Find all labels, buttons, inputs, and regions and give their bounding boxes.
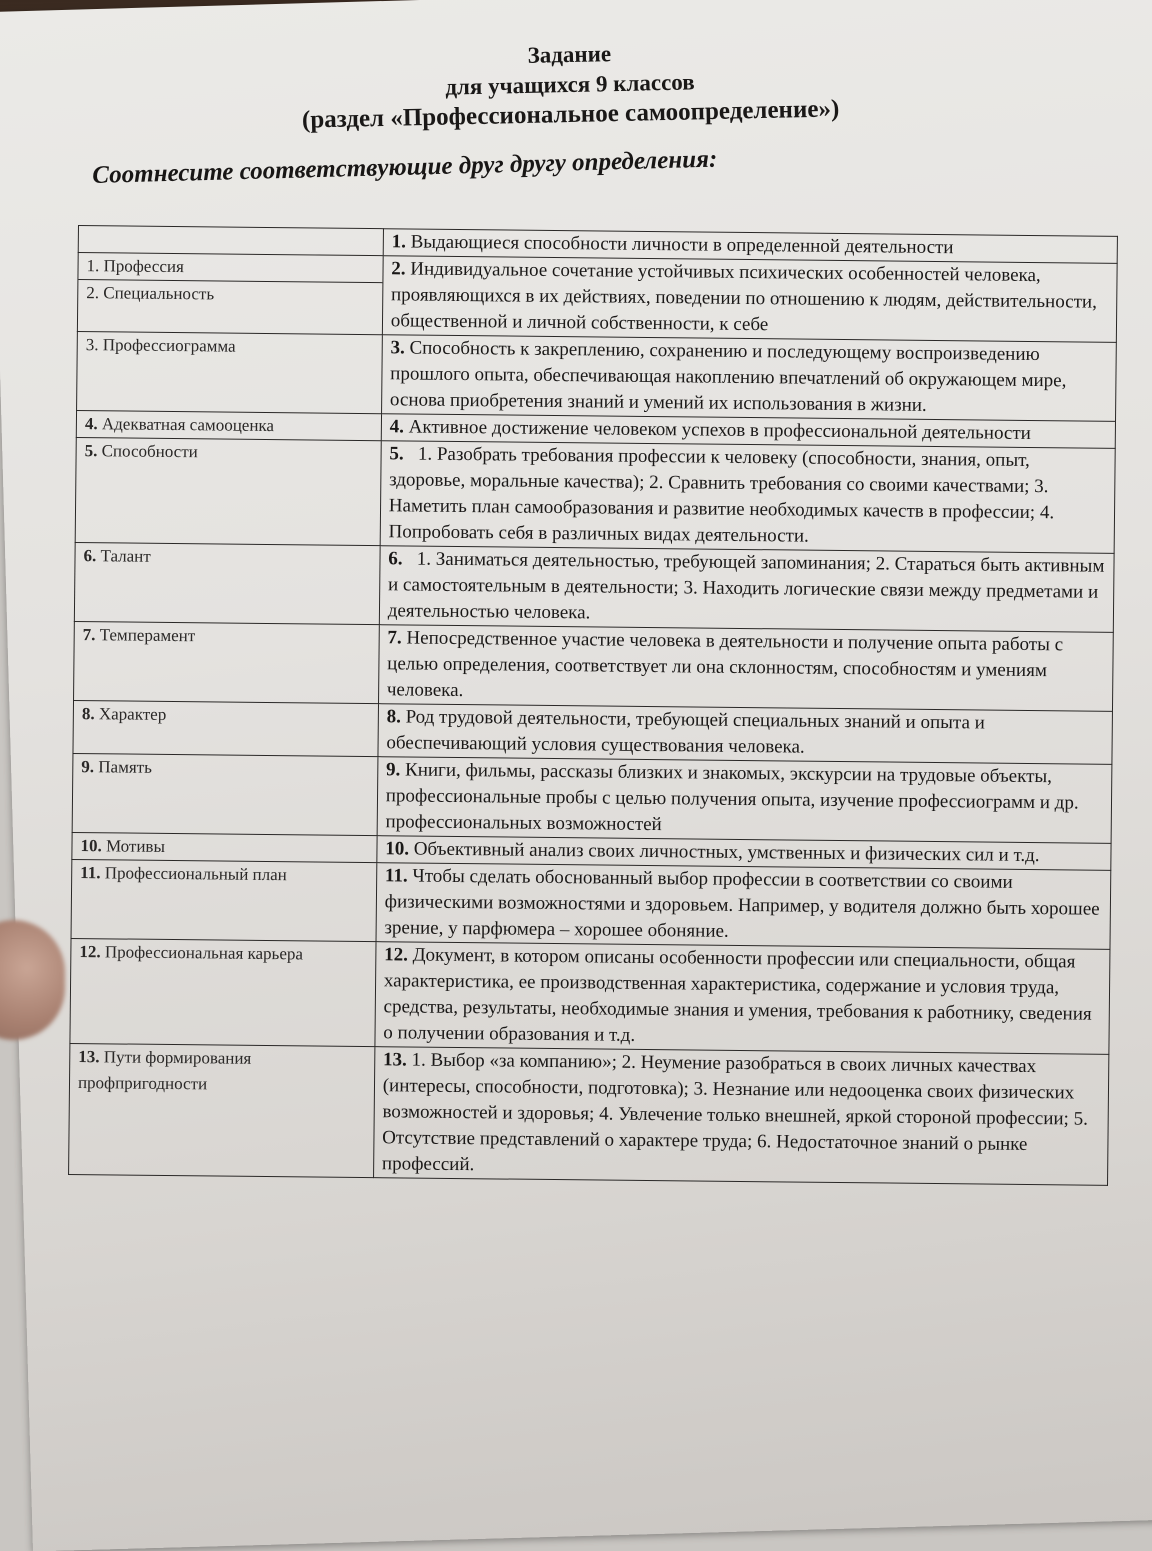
term-text: Талант <box>100 546 151 566</box>
term-number: 7. <box>82 625 96 645</box>
header-subtitle: для учащихся 9 классов <box>445 69 695 100</box>
definition-text: 1. Выбор «за компанию»; 2. Неумение разобраться в своих личных качествах (интересы, способности, подготовка); 3. Незнание или недооценка своих физических возможностей и здоровья; 4. Увлечение только внешней, яркой стороной профессии; 5. Отсутствие представлений о характере труда; 6. Недостаточное знаний о рынке профессий. <box>381 1049 1089 1176</box>
definition-number: 3. <box>390 337 405 359</box>
definition-text: 1. Заниматься деятельностью, требующей запоминания; 2. Стараться быть активным и самостоятельным в деятельности; 3. Находить логические связи между предметами и деятельностью человека. <box>387 548 1105 624</box>
definition-number: 12. <box>384 944 409 966</box>
definition-cell <box>381 335 1116 422</box>
table-row <box>74 542 1114 632</box>
term-text: Характер <box>98 704 167 724</box>
term-cell <box>72 753 378 835</box>
term-cell <box>69 1043 375 1177</box>
term-cell <box>74 542 380 624</box>
definition-cell <box>382 256 1117 343</box>
table-row <box>77 253 1117 343</box>
table-row <box>75 437 1115 553</box>
definition-cell <box>378 704 1113 765</box>
definition-cell <box>375 942 1110 1055</box>
definition-text: Активное достижение человеком успехов в профессиональной деятельности <box>408 416 1031 444</box>
term-number: 12. <box>79 942 101 962</box>
definition-number: 2. <box>391 258 406 280</box>
term-text: Способности <box>101 441 198 462</box>
table-row <box>70 938 1110 1054</box>
definition-cell <box>380 441 1115 554</box>
definition-number: 9. <box>385 759 401 781</box>
definition-text: 1. Разобрать требования профессии к человеку (способности, знания, опыт, здоровье, моральные качества); 2. Сравнить требования со своими качествами; 3. Наметить план самообразования и развитие необходимых качеств в профессии; 4. Попробовать себя в различных видах деятельности. <box>388 443 1055 547</box>
instruction-text: Соотнесите соответствующие друг другу определения: <box>92 145 718 189</box>
header-title: Задание <box>527 41 612 68</box>
term-number: 9. <box>81 757 95 777</box>
term-number: 1. <box>86 256 100 276</box>
term-number: 3. <box>85 335 99 355</box>
term-cell <box>74 621 380 703</box>
term-number: 8. <box>81 704 95 724</box>
table-row <box>71 859 1111 949</box>
term-text: Профессиограмма <box>102 335 236 356</box>
term-text: Профессия <box>103 256 184 277</box>
term-text: Память <box>98 757 153 777</box>
term-text: Профессиональный план <box>104 863 287 885</box>
term-text: Темперамент <box>99 625 196 646</box>
definition-number: 7. <box>387 627 402 649</box>
term-text: Пути формирования профпригодности <box>77 1047 252 1094</box>
definition-cell <box>377 757 1112 844</box>
term-cell <box>75 437 381 545</box>
term-number: 4. <box>84 414 98 434</box>
term-cell <box>71 859 377 941</box>
definition-text: Способность к закреплению, сохранению и последующему воспроизведению прошлого опыта, обеспечивающая накоплению впечатлений об окружающем мире, основа приобретения знаний и умений их использования в жизни. <box>389 337 1067 416</box>
definition-text: Документ, в котором описаны особенности профессии или специальности, общая характеристика, ее производственная характеристика, содержание и условия труда, средства, результаты, необходимые знания и умения, требования к работнику, сведения о получении образования и т.д. <box>383 944 1092 1046</box>
definition-number: 6. <box>388 548 403 570</box>
term-cell <box>77 253 383 335</box>
header-section: (раздел «Профессиональное самоопределение») <box>301 95 840 134</box>
term-text: Профессиональная карьера <box>104 942 304 964</box>
matching-table <box>68 225 1118 1186</box>
term-number: 10. <box>80 836 102 856</box>
definition-cell <box>379 546 1114 633</box>
definition-cell <box>378 625 1113 712</box>
definition-cell <box>373 1047 1109 1186</box>
definition-cell <box>376 863 1111 950</box>
definition-text: Чтобы сделать обоснованный выбор профессии в соответствии со своими физическими возможностями и здоровьем. Например, у водителя должно быть хорошее зрение, у парфюмера – хорошее обоняние. <box>384 865 1100 942</box>
term-number: 13. <box>78 1047 100 1067</box>
definition-text: Непосредственное участие человека в деятельности и получение опыта работы с целью определения, соответствует ли она склонностям, способностям и умениям человека. <box>386 627 1064 702</box>
term-cell <box>77 331 383 413</box>
term-number: 5. <box>84 441 98 461</box>
term-text: Специальность <box>103 283 215 304</box>
term-cell <box>70 938 376 1046</box>
definition-number: 8. <box>386 706 402 728</box>
table-row <box>74 621 1114 711</box>
term-number: 2. <box>86 283 100 303</box>
definition-text: Выдающиеся способности личности в определенной деятельности <box>410 231 954 259</box>
definition-text: Объективный анализ своих личностных, умственных и физических сил и т.д. <box>413 838 1040 867</box>
definition-number: 1. <box>391 231 406 253</box>
term-number: 11. <box>80 863 101 883</box>
term-text: Адекватная самооценка <box>101 414 275 436</box>
term-cell <box>72 832 377 862</box>
table-row <box>77 331 1117 421</box>
definition-number: 11. <box>384 865 408 887</box>
definition-number: 5. <box>389 443 404 465</box>
definition-number: 10. <box>385 838 410 860</box>
term-cell-empty <box>78 226 383 256</box>
table-row <box>69 1043 1109 1185</box>
definition-text: Книги, фильмы, рассказы близких и знакомых, экскурсии на трудовые объекты, профессиональные пробы с целью получения опыта, изучение профессиограмм и др. профессиональных возможностей <box>385 759 1079 836</box>
definition-number: 4. <box>389 416 405 438</box>
definition-text: Индивидуальное сочетание устойчивых психических особенностей человека, проявляющихся в их действиях, поведении по отношению к людям, действительности, общественной и личной собственности, к себе <box>390 258 1098 336</box>
document-header <box>219 33 921 138</box>
definition-number: 13. <box>382 1049 407 1071</box>
term-cell <box>76 410 381 440</box>
term-text: Мотивы <box>105 836 166 856</box>
definition-text: Род трудовой деятельности, требующей специальных знаний и опыта и обеспечивающий условия существования человека. <box>386 706 985 758</box>
term-number: 6. <box>83 546 97 566</box>
term-cell <box>73 700 378 756</box>
table-row <box>72 753 1112 843</box>
